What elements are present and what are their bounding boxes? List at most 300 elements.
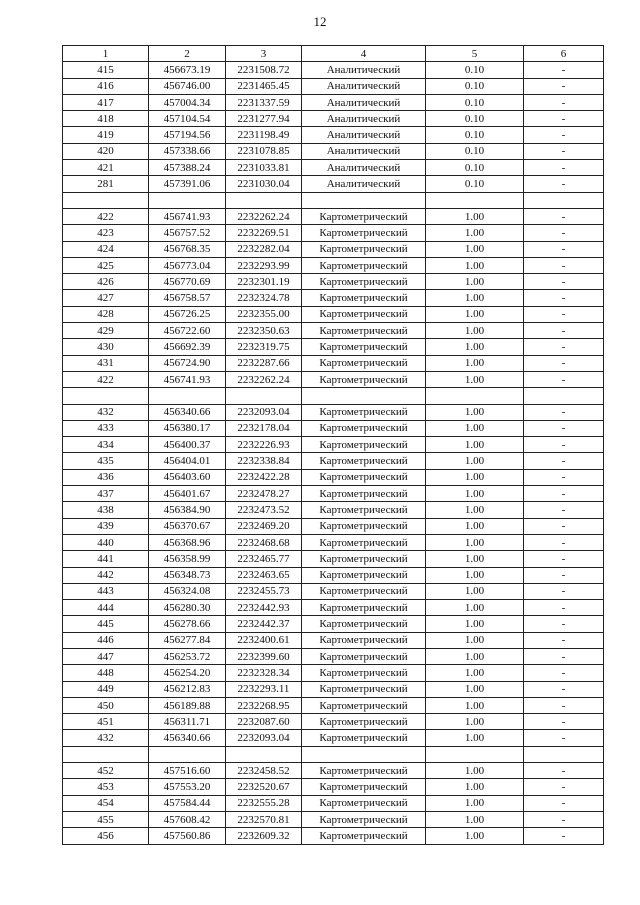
x-coordinate-cell: 457608.42 <box>149 811 226 827</box>
table-row <box>63 648 604 664</box>
method-cell: Картометрический <box>302 811 426 827</box>
table-header-row <box>63 46 604 62</box>
x-coordinate-cell: 456401.67 <box>149 486 226 502</box>
note-cell: - <box>524 94 604 110</box>
point-number-cell: 438 <box>63 502 149 518</box>
note-cell: - <box>524 241 604 257</box>
x-coordinate-cell: 456746.00 <box>149 78 226 94</box>
method-cell: Картометрический <box>302 371 426 387</box>
table-row <box>63 681 604 697</box>
table-row <box>63 551 604 567</box>
y-coordinate-cell: 2232262.24 <box>226 208 302 224</box>
y-coordinate-cell: 2232570.81 <box>226 811 302 827</box>
x-coordinate-cell: 457388.24 <box>149 160 226 176</box>
point-number-cell: 420 <box>63 143 149 159</box>
x-coordinate-cell: 457338.66 <box>149 143 226 159</box>
method-cell: Картометрический <box>302 518 426 534</box>
note-cell: - <box>524 306 604 322</box>
note-cell: - <box>524 551 604 567</box>
note-cell: - <box>524 339 604 355</box>
point-number-cell: 452 <box>63 763 149 779</box>
method-cell: Картометрический <box>302 486 426 502</box>
note-cell: - <box>524 160 604 176</box>
accuracy-cell: 1.00 <box>426 420 524 436</box>
accuracy-cell: 1.00 <box>426 290 524 306</box>
y-coordinate-cell: 2231078.85 <box>226 143 302 159</box>
accuracy-cell: 1.00 <box>426 437 524 453</box>
y-coordinate-cell: 2232468.68 <box>226 534 302 550</box>
note-cell: - <box>524 62 604 78</box>
y-coordinate-cell: 2232293.11 <box>226 681 302 697</box>
method-cell <box>302 388 426 404</box>
table-row <box>63 420 604 436</box>
y-coordinate-cell: 2232293.99 <box>226 257 302 273</box>
column-header: 1 <box>63 46 149 62</box>
x-coordinate-cell: 456253.72 <box>149 648 226 664</box>
point-number-cell: 427 <box>63 290 149 306</box>
accuracy-cell: 1.00 <box>426 323 524 339</box>
accuracy-cell: 1.00 <box>426 355 524 371</box>
note-cell: - <box>524 274 604 290</box>
method-cell: Картометрический <box>302 274 426 290</box>
accuracy-cell: 1.00 <box>426 600 524 616</box>
note-cell: - <box>524 143 604 159</box>
note-cell: - <box>524 616 604 632</box>
y-coordinate-cell: 2232465.77 <box>226 551 302 567</box>
accuracy-cell: 0.10 <box>426 94 524 110</box>
accuracy-cell: 1.00 <box>426 697 524 713</box>
x-coordinate-cell: 456340.66 <box>149 730 226 746</box>
y-coordinate-cell: 2232442.37 <box>226 616 302 632</box>
accuracy-cell: 1.00 <box>426 339 524 355</box>
column-header: 3 <box>226 46 302 62</box>
point-number-cell: 441 <box>63 551 149 567</box>
x-coordinate-cell <box>149 388 226 404</box>
note-cell: - <box>524 453 604 469</box>
x-coordinate-cell <box>149 192 226 208</box>
method-cell: Аналитический <box>302 62 426 78</box>
accuracy-cell <box>426 746 524 762</box>
x-coordinate-cell: 456384.90 <box>149 502 226 518</box>
method-cell: Картометрический <box>302 437 426 453</box>
column-header: 2 <box>149 46 226 62</box>
method-cell: Картометрический <box>302 241 426 257</box>
note-cell: - <box>524 811 604 827</box>
point-number-cell: 424 <box>63 241 149 257</box>
y-coordinate-cell: 2231030.04 <box>226 176 302 192</box>
note-cell: - <box>524 323 604 339</box>
x-coordinate-cell: 456758.57 <box>149 290 226 306</box>
method-cell: Аналитический <box>302 94 426 110</box>
x-coordinate-cell: 457516.60 <box>149 763 226 779</box>
note-cell <box>524 388 604 404</box>
note-cell: - <box>524 127 604 143</box>
point-number-cell: 429 <box>63 323 149 339</box>
note-cell: - <box>524 518 604 534</box>
y-coordinate-cell: 2231508.72 <box>226 62 302 78</box>
table-row <box>63 779 604 795</box>
method-cell: Картометрический <box>302 290 426 306</box>
note-cell: - <box>524 290 604 306</box>
table-row <box>63 111 604 127</box>
method-cell: Картометрический <box>302 681 426 697</box>
note-cell: - <box>524 665 604 681</box>
y-coordinate-cell: 2232319.75 <box>226 339 302 355</box>
y-coordinate-cell: 2232473.52 <box>226 502 302 518</box>
y-coordinate-cell: 2232609.32 <box>226 828 302 844</box>
y-coordinate-cell <box>226 388 302 404</box>
accuracy-cell: 1.00 <box>426 648 524 664</box>
x-coordinate-cell: 456340.66 <box>149 404 226 420</box>
table-row <box>63 323 604 339</box>
method-cell: Картометрический <box>302 339 426 355</box>
x-coordinate-cell: 457194.56 <box>149 127 226 143</box>
point-number-cell: 422 <box>63 371 149 387</box>
x-coordinate-cell: 456280.30 <box>149 600 226 616</box>
note-cell: - <box>524 763 604 779</box>
point-number-cell: 416 <box>63 78 149 94</box>
method-cell: Картометрический <box>302 551 426 567</box>
accuracy-cell: 1.00 <box>426 371 524 387</box>
y-coordinate-cell: 2232463.65 <box>226 567 302 583</box>
method-cell: Картометрический <box>302 420 426 436</box>
y-coordinate-cell: 2231198.49 <box>226 127 302 143</box>
x-coordinate-cell: 456370.67 <box>149 518 226 534</box>
note-cell: - <box>524 437 604 453</box>
x-coordinate-cell: 456741.93 <box>149 208 226 224</box>
point-number-cell: 421 <box>63 160 149 176</box>
point-number-cell: 430 <box>63 339 149 355</box>
y-coordinate-cell: 2231277.94 <box>226 111 302 127</box>
note-cell: - <box>524 632 604 648</box>
accuracy-cell: 1.00 <box>426 274 524 290</box>
y-coordinate-cell: 2232262.24 <box>226 371 302 387</box>
y-coordinate-cell: 2231465.45 <box>226 78 302 94</box>
table-row <box>63 160 604 176</box>
y-coordinate-cell: 2231033.81 <box>226 160 302 176</box>
method-cell: Аналитический <box>302 111 426 127</box>
note-cell: - <box>524 583 604 599</box>
method-cell: Аналитический <box>302 78 426 94</box>
y-coordinate-cell: 2232093.04 <box>226 404 302 420</box>
method-cell: Картометрический <box>302 616 426 632</box>
accuracy-cell: 1.00 <box>426 453 524 469</box>
y-coordinate-cell: 2232328.34 <box>226 665 302 681</box>
note-cell: - <box>524 714 604 730</box>
x-coordinate-cell: 457104.54 <box>149 111 226 127</box>
table-row <box>63 371 604 387</box>
y-coordinate-cell: 2232399.60 <box>226 648 302 664</box>
point-number-cell: 445 <box>63 616 149 632</box>
point-number-cell: 442 <box>63 567 149 583</box>
x-coordinate-cell: 457391.06 <box>149 176 226 192</box>
x-coordinate-cell: 456692.39 <box>149 339 226 355</box>
y-coordinate-cell: 2232269.51 <box>226 225 302 241</box>
note-cell: - <box>524 779 604 795</box>
method-cell: Картометрический <box>302 208 426 224</box>
point-number-cell: 431 <box>63 355 149 371</box>
point-number-cell: 439 <box>63 518 149 534</box>
method-cell: Картометрический <box>302 225 426 241</box>
table-row <box>63 143 604 159</box>
table-row <box>63 241 604 257</box>
accuracy-cell: 0.10 <box>426 143 524 159</box>
note-cell: - <box>524 257 604 273</box>
accuracy-cell: 1.00 <box>426 665 524 681</box>
x-coordinate-cell: 456368.96 <box>149 534 226 550</box>
x-coordinate-cell: 456403.60 <box>149 469 226 485</box>
table-row <box>63 616 604 632</box>
table-separator-row <box>63 192 604 208</box>
accuracy-cell: 1.00 <box>426 241 524 257</box>
table-row <box>63 811 604 827</box>
point-number-cell: 435 <box>63 453 149 469</box>
table-row <box>63 290 604 306</box>
table-row <box>63 339 604 355</box>
method-cell: Аналитический <box>302 127 426 143</box>
method-cell: Картометрический <box>302 404 426 420</box>
y-coordinate-cell: 2232287.66 <box>226 355 302 371</box>
table-row <box>63 730 604 746</box>
accuracy-cell: 1.00 <box>426 779 524 795</box>
y-coordinate-cell <box>226 192 302 208</box>
method-cell: Картометрический <box>302 600 426 616</box>
accuracy-cell <box>426 388 524 404</box>
method-cell: Картометрический <box>302 323 426 339</box>
accuracy-cell: 1.00 <box>426 681 524 697</box>
table-row <box>63 795 604 811</box>
note-cell: - <box>524 534 604 550</box>
x-coordinate-cell: 456254.20 <box>149 665 226 681</box>
method-cell <box>302 746 426 762</box>
x-coordinate-cell: 457560.86 <box>149 828 226 844</box>
point-number-cell: 422 <box>63 208 149 224</box>
point-number-cell: 418 <box>63 111 149 127</box>
method-cell: Картометрический <box>302 730 426 746</box>
y-coordinate-cell: 2232268.95 <box>226 697 302 713</box>
method-cell: Картометрический <box>302 648 426 664</box>
accuracy-cell: 1.00 <box>426 469 524 485</box>
point-number-cell: 417 <box>63 94 149 110</box>
y-coordinate-cell: 2232226.93 <box>226 437 302 453</box>
y-coordinate-cell <box>226 746 302 762</box>
accuracy-cell: 1.00 <box>426 795 524 811</box>
table-row <box>63 257 604 273</box>
x-coordinate-cell: 456724.90 <box>149 355 226 371</box>
accuracy-cell: 1.00 <box>426 811 524 827</box>
x-coordinate-cell: 456212.83 <box>149 681 226 697</box>
point-number-cell: 444 <box>63 600 149 616</box>
y-coordinate-cell: 2232442.93 <box>226 600 302 616</box>
y-coordinate-cell: 2232324.78 <box>226 290 302 306</box>
table-row <box>63 176 604 192</box>
y-coordinate-cell: 2232338.84 <box>226 453 302 469</box>
method-cell: Аналитический <box>302 143 426 159</box>
x-coordinate-cell: 456380.17 <box>149 420 226 436</box>
column-header: 6 <box>524 46 604 62</box>
x-coordinate-cell: 456400.37 <box>149 437 226 453</box>
note-cell: - <box>524 502 604 518</box>
column-header: 5 <box>426 46 524 62</box>
accuracy-cell: 0.10 <box>426 78 524 94</box>
note-cell <box>524 192 604 208</box>
x-coordinate-cell: 456768.35 <box>149 241 226 257</box>
accuracy-cell: 1.00 <box>426 518 524 534</box>
method-cell: Картометрический <box>302 502 426 518</box>
method-cell: Аналитический <box>302 160 426 176</box>
y-coordinate-cell: 2232469.20 <box>226 518 302 534</box>
column-header: 4 <box>302 46 426 62</box>
x-coordinate-cell: 456770.69 <box>149 274 226 290</box>
point-number-cell: 448 <box>63 665 149 681</box>
x-coordinate-cell: 457584.44 <box>149 795 226 811</box>
table-row <box>63 600 604 616</box>
method-cell <box>302 192 426 208</box>
y-coordinate-cell: 2232455.73 <box>226 583 302 599</box>
table-row <box>63 437 604 453</box>
table-row <box>63 567 604 583</box>
accuracy-cell: 1.00 <box>426 502 524 518</box>
y-coordinate-cell: 2232178.04 <box>226 420 302 436</box>
y-coordinate-cell: 2232093.04 <box>226 730 302 746</box>
table-separator-row <box>63 746 604 762</box>
table-separator-row <box>63 388 604 404</box>
method-cell: Картометрический <box>302 828 426 844</box>
y-coordinate-cell: 2232087.60 <box>226 714 302 730</box>
method-cell: Картометрический <box>302 632 426 648</box>
note-cell <box>524 746 604 762</box>
y-coordinate-cell: 2232458.52 <box>226 763 302 779</box>
accuracy-cell: 1.00 <box>426 257 524 273</box>
note-cell: - <box>524 469 604 485</box>
accuracy-cell: 1.00 <box>426 828 524 844</box>
table-row <box>63 355 604 371</box>
x-coordinate-cell: 457553.20 <box>149 779 226 795</box>
page-number: 12 <box>313 14 327 29</box>
table-row <box>63 518 604 534</box>
x-coordinate-cell: 456311.71 <box>149 714 226 730</box>
accuracy-cell: 1.00 <box>426 763 524 779</box>
accuracy-cell: 1.00 <box>426 583 524 599</box>
x-coordinate-cell: 456722.60 <box>149 323 226 339</box>
table-row <box>63 453 604 469</box>
method-cell: Картометрический <box>302 714 426 730</box>
table-row <box>63 306 604 322</box>
table-row <box>63 534 604 550</box>
point-number-cell: 419 <box>63 127 149 143</box>
accuracy-cell: 0.10 <box>426 111 524 127</box>
coordinates-table <box>62 45 604 845</box>
method-cell: Картометрический <box>302 697 426 713</box>
table-row <box>63 697 604 713</box>
accuracy-cell: 0.10 <box>426 127 524 143</box>
accuracy-cell: 1.00 <box>426 208 524 224</box>
point-number-cell: 434 <box>63 437 149 453</box>
note-cell: - <box>524 648 604 664</box>
point-number-cell: 436 <box>63 469 149 485</box>
point-number-cell: 415 <box>63 62 149 78</box>
note-cell: - <box>524 404 604 420</box>
x-coordinate-cell: 456757.52 <box>149 225 226 241</box>
note-cell: - <box>524 420 604 436</box>
note-cell: - <box>524 371 604 387</box>
table-row <box>63 469 604 485</box>
table-row <box>63 208 604 224</box>
point-number-cell: 432 <box>63 730 149 746</box>
y-coordinate-cell: 2232400.61 <box>226 632 302 648</box>
y-coordinate-cell: 2232422.28 <box>226 469 302 485</box>
point-number-cell: 455 <box>63 811 149 827</box>
point-number-cell: 446 <box>63 632 149 648</box>
method-cell: Картометрический <box>302 795 426 811</box>
note-cell: - <box>524 208 604 224</box>
table-row <box>63 127 604 143</box>
x-coordinate-cell: 456278.66 <box>149 616 226 632</box>
note-cell: - <box>524 600 604 616</box>
table-row <box>63 78 604 94</box>
x-coordinate-cell: 456348.73 <box>149 567 226 583</box>
note-cell: - <box>524 176 604 192</box>
table-row <box>63 486 604 502</box>
table-row <box>63 763 604 779</box>
method-cell: Картометрический <box>302 665 426 681</box>
note-cell: - <box>524 355 604 371</box>
table-row <box>63 94 604 110</box>
y-coordinate-cell: 2232282.04 <box>226 241 302 257</box>
point-number-cell: 451 <box>63 714 149 730</box>
method-cell: Аналитический <box>302 176 426 192</box>
table-row <box>63 583 604 599</box>
note-cell: - <box>524 730 604 746</box>
point-number-cell: 425 <box>63 257 149 273</box>
table-row <box>63 225 604 241</box>
y-coordinate-cell: 2232350.63 <box>226 323 302 339</box>
x-coordinate-cell: 456404.01 <box>149 453 226 469</box>
x-coordinate-cell: 456726.25 <box>149 306 226 322</box>
table-row <box>63 828 604 844</box>
accuracy-cell: 1.00 <box>426 306 524 322</box>
note-cell: - <box>524 78 604 94</box>
method-cell: Картометрический <box>302 567 426 583</box>
accuracy-cell: 0.10 <box>426 176 524 192</box>
method-cell: Картометрический <box>302 779 426 795</box>
point-number-cell: 437 <box>63 486 149 502</box>
method-cell: Картометрический <box>302 583 426 599</box>
accuracy-cell: 0.10 <box>426 160 524 176</box>
point-number-cell: 453 <box>63 779 149 795</box>
accuracy-cell: 1.00 <box>426 730 524 746</box>
point-number-cell <box>63 192 149 208</box>
x-coordinate-cell <box>149 746 226 762</box>
point-number-cell: 426 <box>63 274 149 290</box>
y-coordinate-cell: 2231337.59 <box>226 94 302 110</box>
method-cell: Картометрический <box>302 453 426 469</box>
y-coordinate-cell: 2232520.67 <box>226 779 302 795</box>
note-cell: - <box>524 697 604 713</box>
x-coordinate-cell: 456277.84 <box>149 632 226 648</box>
table-row <box>63 62 604 78</box>
table-row <box>63 714 604 730</box>
method-cell: Картометрический <box>302 763 426 779</box>
point-number-cell: 428 <box>63 306 149 322</box>
method-cell: Картометрический <box>302 534 426 550</box>
note-cell: - <box>524 828 604 844</box>
accuracy-cell: 1.00 <box>426 714 524 730</box>
accuracy-cell: 1.00 <box>426 534 524 550</box>
note-cell: - <box>524 681 604 697</box>
x-coordinate-cell: 456324.08 <box>149 583 226 599</box>
accuracy-cell: 1.00 <box>426 616 524 632</box>
